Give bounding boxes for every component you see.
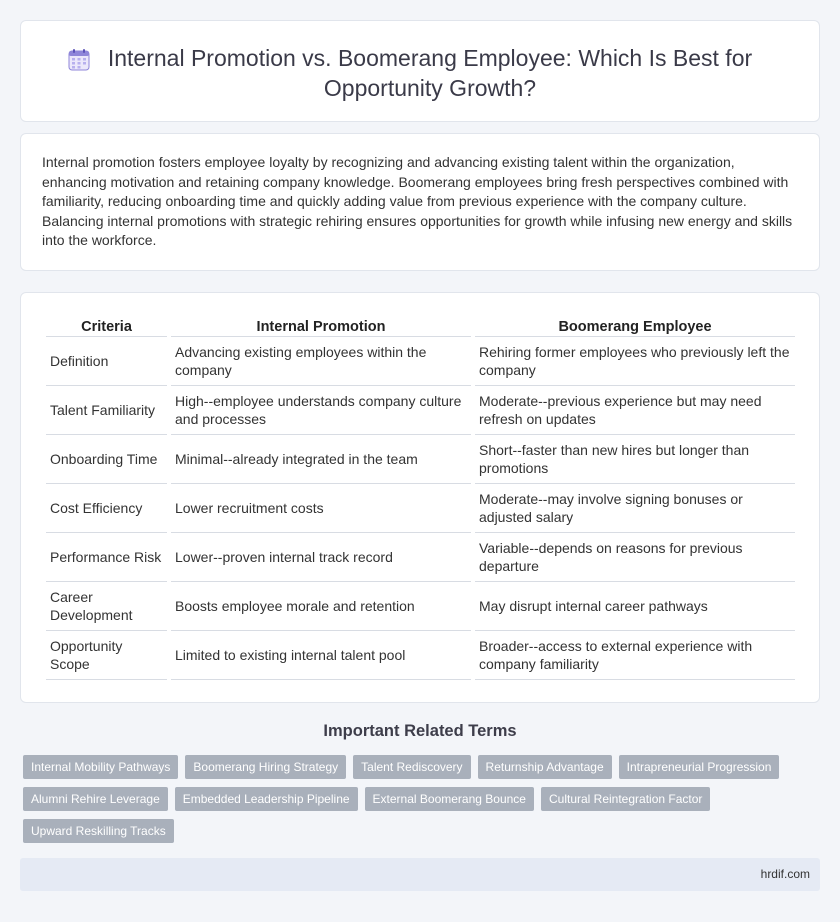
table-row	[46, 435, 795, 484]
related-terms-heading: Important Related Terms	[323, 722, 517, 740]
related-term-tag[interactable]: Internal Mobility Pathways	[23, 755, 178, 779]
related-term-tag[interactable]: Talent Rediscovery	[353, 755, 470, 779]
site-link[interactable]: hrdif.com	[760, 867, 810, 881]
table-cell: Minimal--already integrated in the team	[171, 435, 471, 484]
intro-card	[20, 133, 820, 271]
table-row	[46, 533, 795, 582]
table-cell: Lower recruitment costs	[171, 484, 471, 533]
table-row	[46, 337, 795, 386]
table-cell: Onboarding Time	[46, 435, 167, 484]
table-row	[46, 582, 795, 631]
column-header-boomerang-employee: Boomerang Employee	[475, 317, 795, 337]
table-cell: Career Development	[46, 582, 167, 631]
footer-bar	[20, 858, 820, 891]
table-cell: Moderate--previous experience but may need refresh on updates	[475, 386, 795, 435]
table-cell: Short--faster than new hires but longer than promotions	[475, 435, 795, 484]
page-title: Internal Promotion vs. Boomerang Employee: Which Is Best for Opportunity Growth?	[107, 45, 753, 101]
comparison-card	[20, 292, 820, 703]
table-cell: Boosts employee morale and retention	[171, 582, 471, 631]
related-term-tag[interactable]: Embedded Leadership Pipeline	[175, 787, 358, 811]
table-row	[46, 484, 795, 533]
related-term-tag[interactable]: External Boomerang Bounce	[365, 787, 534, 811]
table-cell: Moderate--may involve signing bonuses or adjusted salary	[475, 484, 795, 533]
title-card	[20, 20, 820, 122]
table-cell: Broader--access to external experience with company familiarity	[475, 631, 795, 680]
table-row	[46, 631, 795, 680]
table-cell: High--employee understands company culture and processes	[171, 386, 471, 435]
table-cell: Performance Risk	[46, 533, 167, 582]
table-cell: Cost Efficiency	[46, 484, 167, 533]
table-cell: Definition	[46, 337, 167, 386]
related-term-tag[interactable]: Cultural Reintegration Factor	[541, 787, 710, 811]
table-cell: Rehiring former employees who previously left the company	[475, 337, 795, 386]
table-cell: Lower--proven internal track record	[171, 533, 471, 582]
related-terms-list	[23, 755, 803, 843]
related-term-tag[interactable]: Alumni Rehire Leverage	[23, 787, 168, 811]
table-cell: Advancing existing employees within the company	[171, 337, 471, 386]
table-cell: Opportunity Scope	[46, 631, 167, 680]
table-cell: May disrupt internal career pathways	[475, 582, 795, 631]
related-term-tag[interactable]: Returnship Advantage	[478, 755, 612, 779]
comparison-table	[42, 317, 799, 680]
intro-paragraph: Internal promotion fosters employee loyalty by recognizing and advancing existing talent within the organization, enhancing motivation and retaining company knowledge. Boomerang employees bring fresh perspectives combined with familiarity, reducing onboarding time and quickly adding value from previous experience with the company culture. Balancing internal promotions with strategic rehiring ensures opportunities for growth while infusing new energy and skills into the workforce.	[42, 154, 793, 249]
table-cell: Talent Familiarity	[46, 386, 167, 435]
table-cell: Variable--depends on reasons for previous departure	[475, 533, 795, 582]
column-header-internal-promotion: Internal Promotion	[171, 317, 471, 337]
table-header-row	[46, 317, 795, 337]
table-row	[46, 386, 795, 435]
related-term-tag[interactable]: Boomerang Hiring Strategy	[185, 755, 346, 779]
table-cell: Limited to existing internal talent pool	[171, 631, 471, 680]
column-header-criteria: Criteria	[46, 317, 167, 337]
related-term-tag[interactable]: Upward Reskilling Tracks	[23, 819, 174, 843]
related-term-tag[interactable]: Intrapreneurial Progression	[619, 755, 780, 779]
